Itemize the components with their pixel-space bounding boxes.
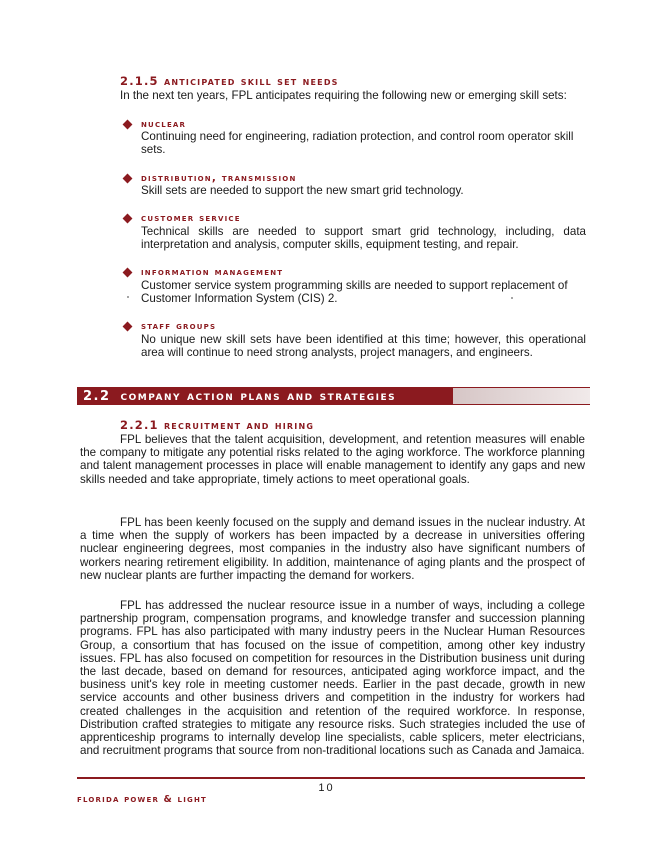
section-221-paragraph-3: FPL has addressed the nuclear resource issue in a number of ways, including a college partnership program, compensation programs, and knowledge transfer and succession planning programs. FPL has also participated with many industry peers in the Nuclear Human Resources Group, a consortium that has focused on the issue of competition, among other key industry issues. FPL has also focused on competition for resources in the Distribution business unit during the last decade, based on demand for resources, anticipated aging workforce impact, and the business unit's key role in meeting customer needs. Earlier in the past decade, growth in new service accounts and other business drivers and competition in the industry for workers had created challenges in the acquisition and retention of the required workforce. In response, Distribution crafted strategies to mitigate any resource risks. Such strategies included the use of apprenticeship programs to internally develop line specialists, cable splicers, meter electricians, and recruitment programs that source from non-traditional locations such as Canada and Jamaica.	[80, 599, 585, 758]
section-215-heading: 2.1.5 anticipated skill set needs	[120, 74, 339, 88]
diamond-bullet-icon	[123, 120, 133, 130]
footer-rule	[77, 777, 585, 779]
diamond-bullet-icon	[123, 214, 133, 224]
skill-distribution-title: distribution, transmission	[141, 172, 297, 184]
skill-information-management-title: information management	[141, 266, 284, 278]
section-221-paragraph-2: FPL has been keenly focused on the supply and demand issues in the nuclear industry. At a time when the supply of workers has been impacted by a decrease in universities offering nuclear engineering degrees, most companies in the industry also have significant numbers of workers nearing retirement eligibility. In addition, maintenance of aging plants and the prospect of new nuclear plants are further impacting the demand for workers.	[80, 516, 585, 582]
section-215-intro: In the next ten years, FPL anticipates requiring the following new or emerging skill sets:	[120, 89, 567, 102]
section-22-heading	[77, 387, 453, 405]
section-22-number: 2.2	[83, 388, 111, 404]
skill-customer-service-text: Technical skills are needed to support smart grid technology, including, data interpretation and analysis, computer skills, equipment testing, and repair.	[141, 225, 586, 252]
diamond-bullet-icon	[123, 268, 133, 278]
skill-information-management-text: Customer service system programming skills are needed to support replacement of Customer Information System (CIS) 2.	[141, 279, 568, 306]
section-221-heading: 2.2.1 recruitment and hiring	[120, 418, 315, 432]
section-221-paragraph-1: FPL believes that the talent acquisition, development, and retention measures will enable the company to mitigate any potential risks related to the aging workforce. The workforce planning and talent management processes in place will enable management to identify any gaps and new skills needed and take appropriate, timely actions to meet operational goals.	[80, 433, 585, 486]
skill-staff-groups-text: No unique new skill sets have been identified at this time; however, this operational area will continue to need strong analysts, project managers, and engineers.	[141, 333, 586, 360]
page-number: 10	[318, 782, 335, 794]
scan-speck	[511, 297, 513, 299]
section-22-banner-fade	[453, 387, 590, 405]
skill-distribution-text: Skill sets are needed to support the new smart grid technology.	[141, 184, 464, 197]
diamond-bullet-icon	[123, 174, 133, 184]
skill-customer-service-title: customer service	[141, 212, 241, 224]
skill-staff-groups-title: staff groups	[141, 320, 217, 332]
section-22-title: company action plans and strategies	[120, 388, 397, 404]
skill-nuclear-text: Continuing need for engineering, radiation protection, and control room operator skill sets.	[141, 130, 574, 157]
section-22-banner	[77, 387, 590, 405]
scan-speck	[127, 296, 129, 298]
skill-nuclear-title: nuclear	[141, 118, 187, 130]
footer-company-name: florida power & light	[77, 794, 207, 805]
diamond-bullet-icon	[123, 322, 133, 332]
